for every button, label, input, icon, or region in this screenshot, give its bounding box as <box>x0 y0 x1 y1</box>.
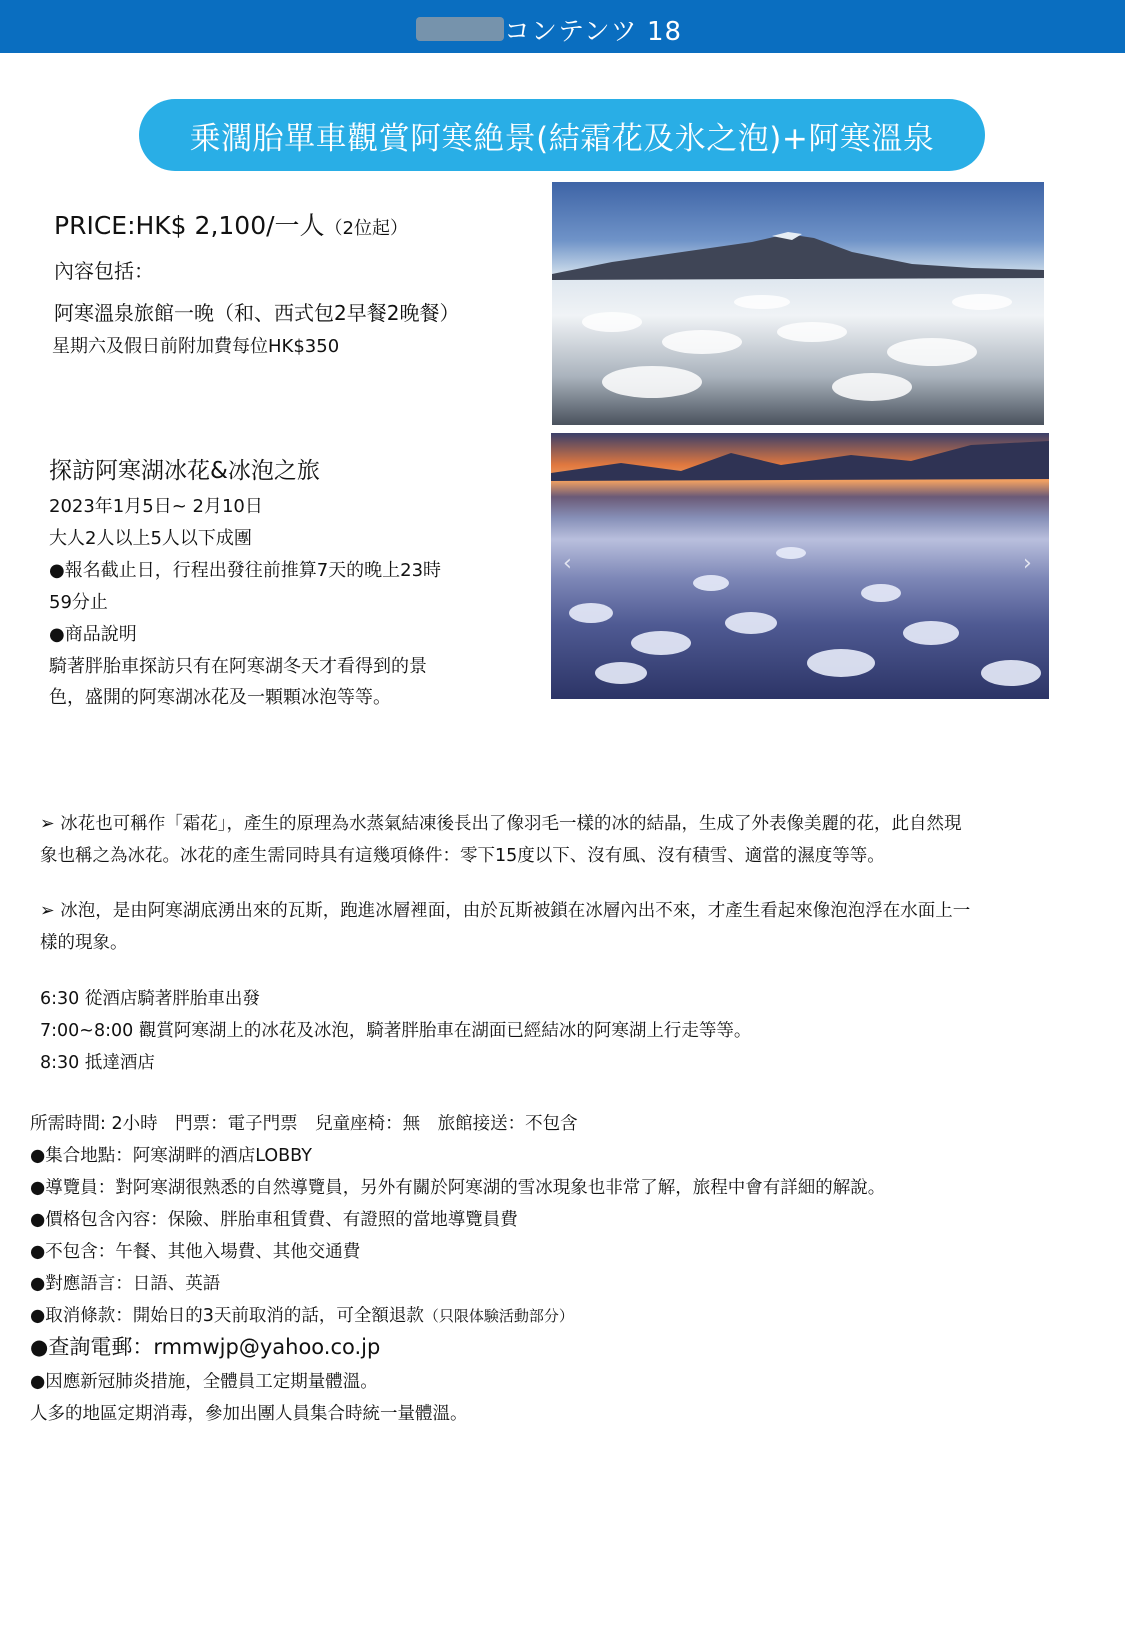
redacted-logo <box>416 17 504 41</box>
info-cancel-line <box>30 1302 574 1327</box>
frost-explain-1: ➢ 冰花也可稱作「霜花」，產生的原理為水蒸氣結凍後長出了像羽毛一樣的冰的結晶，生成了外表像美麗的花，此自然現 <box>40 814 962 834</box>
info-included: ●價格包含內容：保險、胖胎車租賃費、有證照的當地導覽員費 <box>30 1210 518 1230</box>
carousel-prev-icon[interactable]: ‹ <box>563 551 572 576</box>
price-note: （2位起） <box>324 218 408 239</box>
info-language: ●對應語言：日語、英語 <box>30 1274 221 1294</box>
ice-bubbles-illustration <box>551 433 1049 699</box>
schedule-item-2: 7:00~8:00 觀賞阿寒湖上的冰花及冰泡，騎著胖胎車在湖面已經結冰的阿寒湖上行走等等。 <box>40 1021 752 1041</box>
page-header <box>0 0 1125 53</box>
tour-desc-1: 騎著胖胎車探訪只有在阿寒湖冬天才看得到的景 <box>49 656 427 677</box>
price-line <box>54 206 408 242</box>
tour-dates: 2023年1月5日~ 2月10日 <box>49 496 263 517</box>
schedule-item-3: 8:30 抵達酒店 <box>40 1053 155 1073</box>
header-title: コンテンツ 18 <box>504 17 683 47</box>
ice-bubbles-photo <box>551 433 1049 699</box>
surcharge-line: 星期六及假日前附加費每位HK$350 <box>52 336 340 357</box>
frost-flowers-photo <box>552 182 1044 425</box>
tour-group: 大人2人以上5人以下成團 <box>49 528 252 549</box>
title-banner <box>139 99 985 171</box>
inn-line: 阿寒溫泉旅館一晚（和、西式包2早餐2晚餐） <box>54 301 460 325</box>
tour-title: 探訪阿寒湖冰花&冰泡之旅 <box>49 458 320 484</box>
info-summary: 所需時間: 2小時 門票：電子門票 兒童座椅：無 旅館接送：不包含 <box>30 1114 578 1134</box>
info-guide: ●導覽員：對阿寒湖很熟悉的自然導覽員，另外有關於阿寒湖的雪冰現象也非常了解，旅程中會有詳細的解說。 <box>30 1178 886 1198</box>
info-covid: ●因應新冠肺炎措施，全體員工定期量體溫。 <box>30 1372 378 1392</box>
info-cancel: ●取消條款：開始日的3天前取消的話，可全額退款 <box>30 1306 424 1326</box>
tour-desc-2: 色，盛開的阿寒湖冰花及一顆顆冰泡等等。 <box>49 687 391 708</box>
tour-deadline-2: 59分止 <box>49 592 108 613</box>
info-cancel-note: （只限体験活動部分） <box>423 1307 574 1325</box>
info-disinfect: 人多的地區定期消毒，參加出團人員集合時統一量體溫。 <box>30 1404 468 1424</box>
frost-flowers-illustration <box>552 182 1044 425</box>
frost-explain-2: 象也稱之為冰花。冰花的產生需同時具有這幾項條件：零下15度以下、沒有風、沒有積雪、適當的濕度等等。 <box>40 846 885 866</box>
bubble-explain-1: ➢ 冰泡，是由阿寒湖底湧出來的瓦斯，跑進冰層裡面，由於瓦斯被鎖在冰層內出不來，才產生看起來像泡泡浮在水面上一 <box>40 901 971 921</box>
price-main: PRICE:HK$ 2,100/一人 <box>54 211 325 240</box>
tour-deadline-1: ●報名截止日，行程出發往前推算7天的晚上23時 <box>49 560 442 581</box>
banner-title: 乗濶胎單車觀賞阿寒絶景(結霜花及氷之泡)+阿寒溫泉 <box>189 120 935 157</box>
carousel-next-icon[interactable]: › <box>1023 551 1032 576</box>
info-contact: ●查詢電郵：rmmwjp@yahoo.co.jp <box>30 1335 381 1359</box>
includes-label: 內容包括： <box>54 259 154 283</box>
product-label: ●商品說明 <box>49 624 137 645</box>
info-meeting: ●集合地點：阿寒湖畔的酒店LOBBY <box>30 1146 312 1166</box>
info-excluded: ●不包含：午餐、其他入場費、其他交通費 <box>30 1242 361 1262</box>
bubble-explain-2: 樣的現象。 <box>40 933 128 953</box>
schedule-item-1: 6:30 從酒店騎著胖胎車出發 <box>40 989 260 1009</box>
